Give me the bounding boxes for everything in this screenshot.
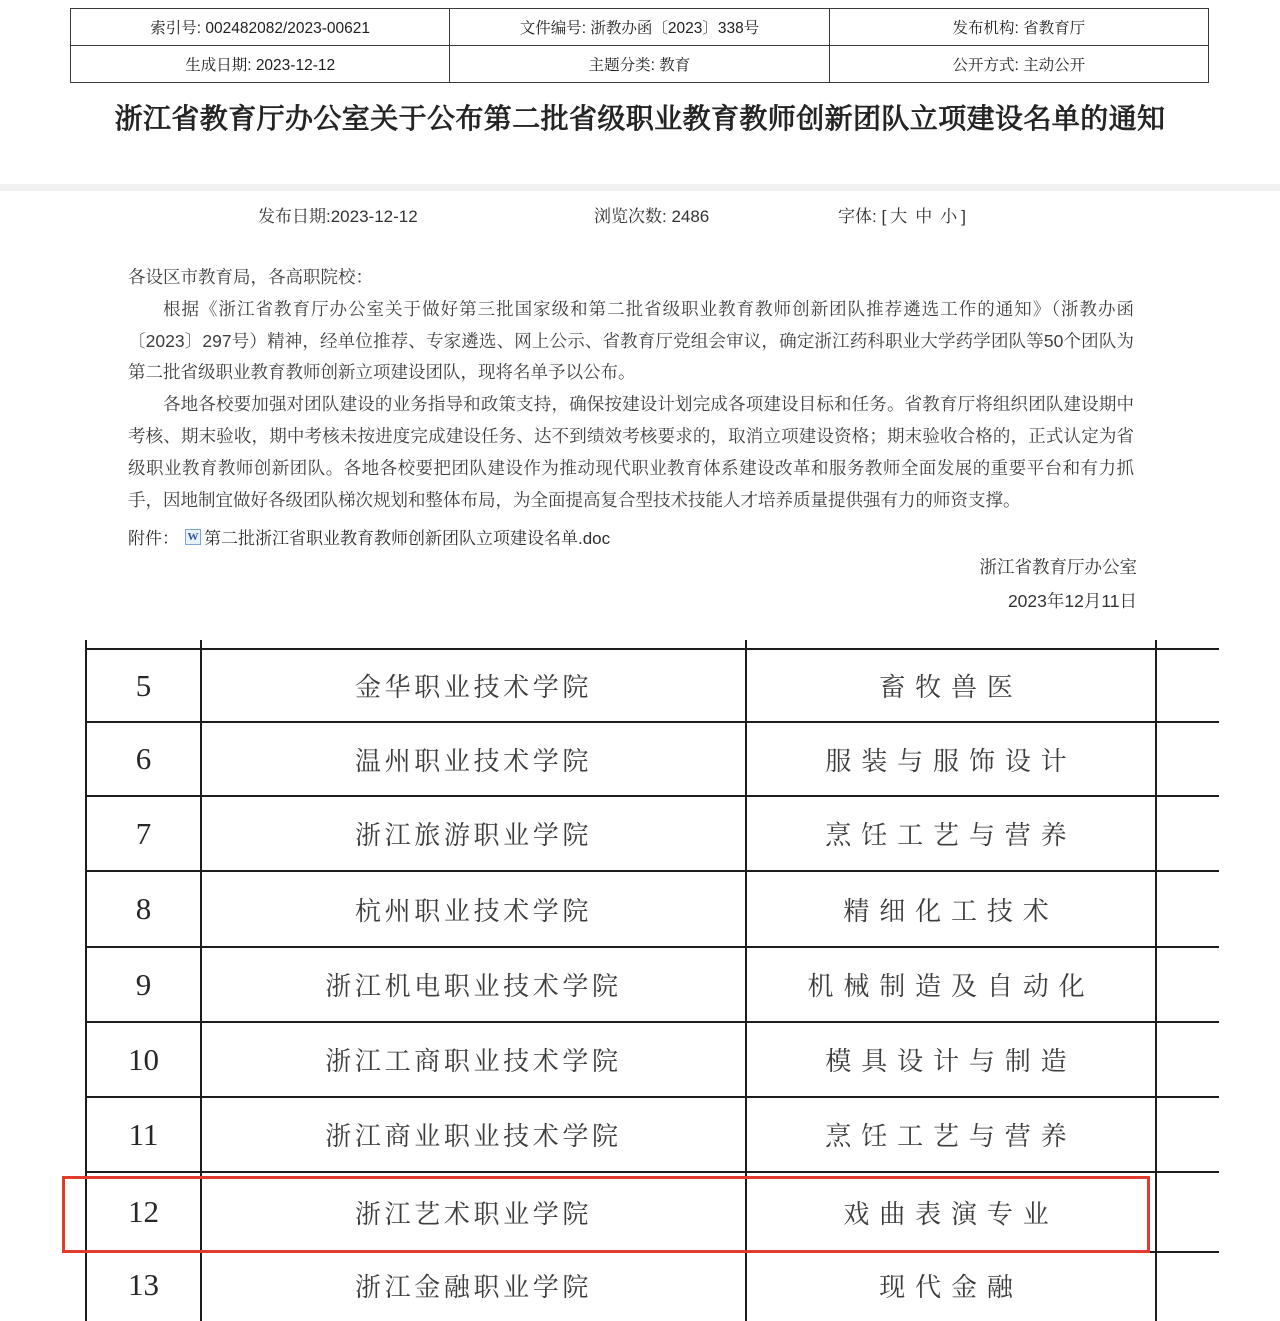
row-number-cell: 10 [85,1023,200,1096]
institution-cell: 浙江机电职业技术学院 [200,948,745,1021]
table-row [85,795,1219,870]
institution-cell: 浙江旅游职业学院 [200,797,745,870]
salutation: 各设区市教育局，各高职院校： [128,267,373,287]
meta-publicity-method: 公开方式: 主动公开 [829,46,1208,83]
major-cell: 模具设计与制造 [745,1023,1155,1096]
attachment-link[interactable]: 第二批浙江省职业教育教师创新团队立项建设名单.doc [204,529,611,548]
meta-row [71,46,1209,83]
meta-file-number: 文件编号: 浙教办函〔2023〕338号 [450,9,829,46]
major-cell: 畜牧兽医 [745,650,1155,721]
attachment-row [128,524,610,549]
institution-cell: 浙江商业职业技术学院 [200,1098,745,1171]
major-cell: 精细化工技术 [745,872,1155,946]
empty-cell [1155,1173,1219,1251]
font-size-control [838,202,966,227]
institution-cell: 浙江金融职业学院 [200,1253,745,1321]
meta-topic-category: 主题分类: 教育 [450,46,829,83]
font-size-medium-button[interactable]: 中 [915,207,933,226]
major-cell: 机械制造及自动化 [745,948,1155,1021]
body-paragraph: 根据《浙江省教育厅办公室关于做好第三批国家级和第二批省级职业教育教师创新团队推荐遴选工作的通知》（浙教办函〔2023〕297号）精神，经单位推荐、专家遴选、网上公示、省教育厅党组会审议，确定浙江药科职业大学药学团队等50个团队为第二批省级职业教育教师创新立项建设团队，现将名单予以公布。 [128,298,1134,383]
document-meta-table [70,8,1209,83]
table-row [85,1021,1219,1096]
body-paragraph: 各地各校要加强对团队建设的业务指导和政策支持，确保按建设计划完成各项建设目标和任务。省教育厅将组织团队建设期中考核、期末验收，期中考核未按进度完成建设任务、达不到绩效考核要求的，取消立项建设资格；期末验收合格的，正式认定为省级职业教育教师创新团队。各地各校要把团队建设作为推动现代职业教育体系建设改革和服务教师全面发展的重要平台和有力抓手，因地制宜做好各级团队梯次规划和整体布局，为全面提高复合型技术技能人才培养质量提供强有力的师资支撑。 [128,394,1134,510]
institution-cell: 温州职业技术学院 [200,723,745,795]
meta-index-number: 索引号: 002482082/2023-00621 [71,9,450,46]
table-row-partial [85,640,1219,648]
table-row [85,1251,1219,1321]
publish-date: 发布日期:2023-12-12 [258,207,418,226]
major-cell: 烹饪工艺与营养 [745,797,1155,870]
institution-cell: 杭州职业技术学院 [200,872,745,946]
institution-cell: 浙江工商职业技术学院 [200,1023,745,1096]
table-row [85,648,1219,721]
major-cell: 服装与服饰设计 [745,723,1155,795]
table-row [85,870,1219,946]
empty-cell [1155,948,1219,1021]
attachment-label: 附件： [128,529,179,548]
font-bracket-close: ] [961,207,966,226]
view-count: 浏览次数: 2486 [594,207,710,226]
meta-issuing-agency: 发布机构: 省教育厅 [829,9,1208,46]
major-cell: 烹饪工艺与营养 [745,1098,1155,1171]
empty-cell [1155,1023,1219,1096]
row-number-cell: 9 [85,948,200,1021]
meta-create-date: 生成日期: 2023-12-12 [71,46,450,83]
page-title: 浙江省教育厅办公室关于公布第二批省级职业教育教师创新团队立项建设名单的通知 [114,103,1166,134]
row-number-cell: 6 [85,723,200,795]
empty-cell [1155,1098,1219,1171]
font-bracket-open: [ [881,207,887,226]
font-size-label: 字体: [838,207,877,226]
major-cell: 戏曲表演专业 [745,1173,1155,1251]
row-number-cell: 13 [85,1253,200,1321]
table-row [85,946,1219,1021]
row-number-cell: 12 [85,1173,200,1251]
meta-row [71,9,1209,46]
row-number-cell: 11 [85,1098,200,1171]
signature-date: 2023年12月11日 [1007,591,1137,611]
institution-cell: 金华职业技术学院 [200,650,745,721]
table-row [85,1096,1219,1171]
highlight-box [62,1176,1150,1253]
signature-block [980,550,1138,618]
empty-cell [1155,650,1219,721]
divider-band [0,184,1280,191]
institution-cell: 浙江艺术职业学院 [200,1173,745,1251]
font-size-small-button[interactable]: 小 [940,207,958,226]
empty-cell [1155,797,1219,870]
row-number-cell: 8 [85,872,200,946]
document-body [128,262,1134,516]
major-cell: 现代金融 [745,1253,1155,1321]
empty-cell [1155,723,1219,795]
row-number-cell: 7 [85,797,200,870]
font-size-large-button[interactable]: 大 [890,207,908,226]
row-number-cell: 5 [85,650,200,721]
signature-org: 浙江省教育厅办公室 [979,557,1137,577]
empty-cell [1155,1253,1219,1321]
empty-cell [1155,872,1219,946]
table-row [85,721,1219,795]
word-doc-icon: W [185,529,201,545]
